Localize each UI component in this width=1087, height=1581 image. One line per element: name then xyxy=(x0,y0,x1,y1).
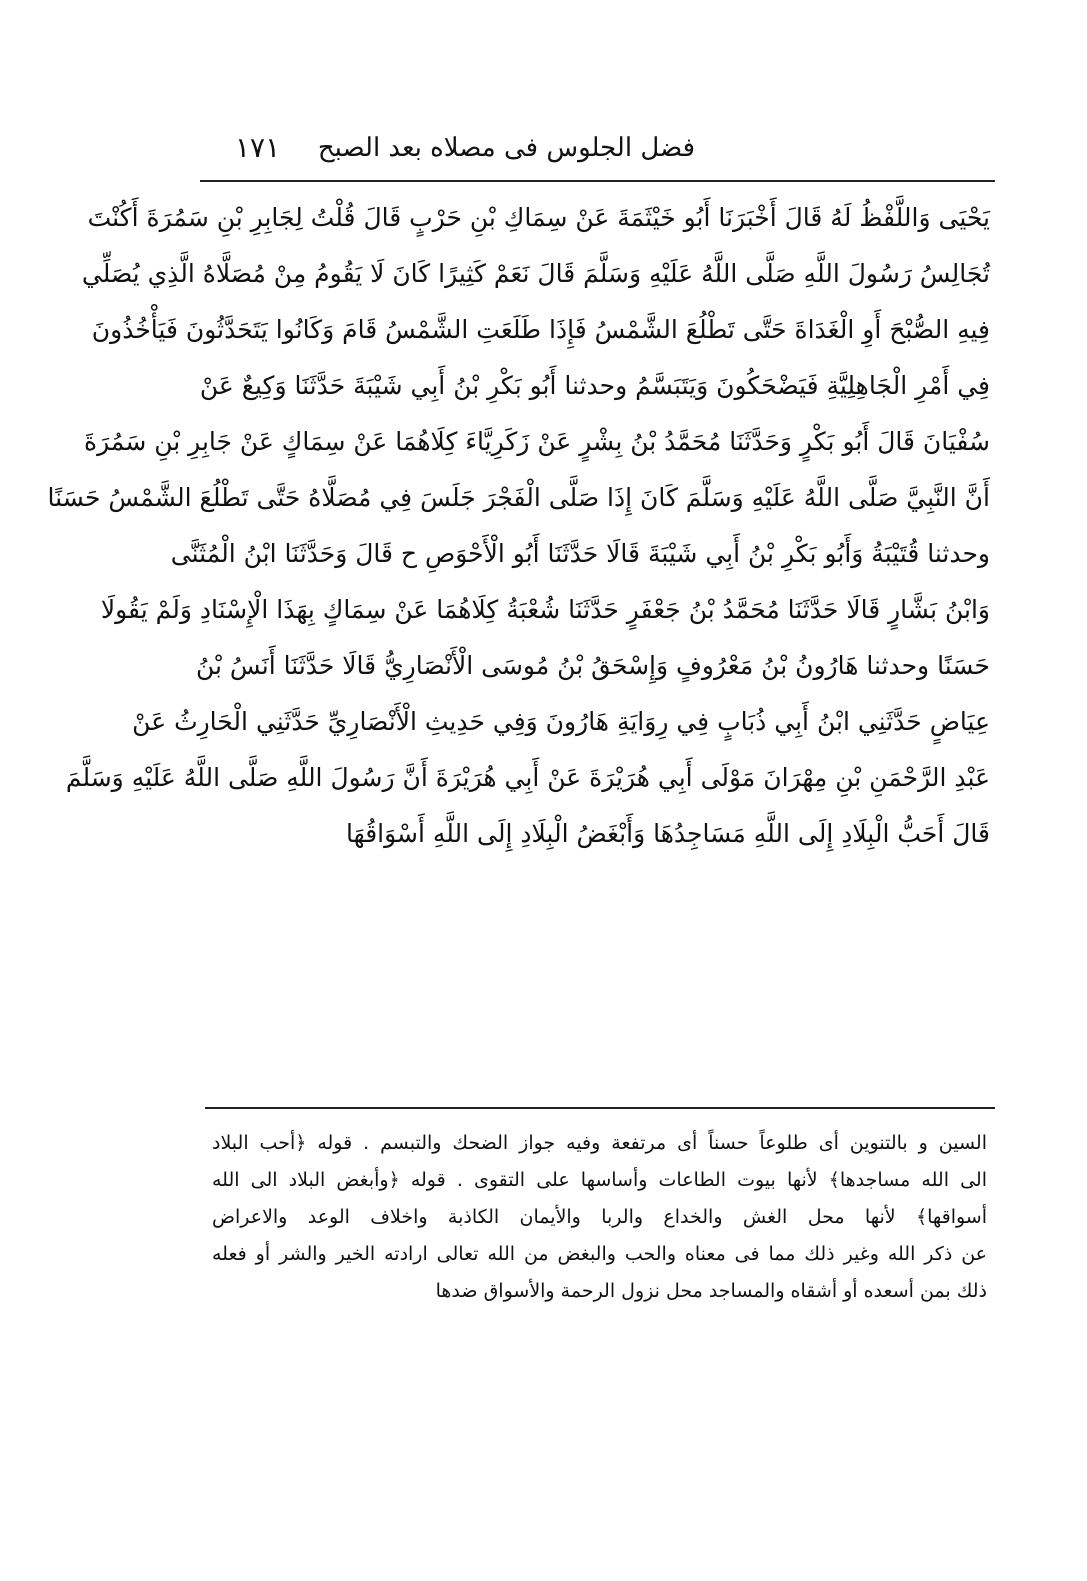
footnote-line: الى الله مساجدها﴾ لأنها بيوت الطاعات وأساسها على التقوى . قوله ﴿وأبغض البلاد الى الله xyxy=(212,1169,987,1191)
text-line: عِيَاضٍ حَدَّثَنِي ابْنُ أَبِي ذُبَابٍ فِي رِوَايَةِ هَارُونَ وَفِي حَدِيثِ الْأَنْصَارِيِّ حَدَّثَنِي الْحَارِثُ عَنْ xyxy=(132,707,990,736)
footnote-line: ذلك بمن أسعده أو أشقاه والمساجد محل نزول الرحمة والأسواق ضدها xyxy=(435,1280,987,1302)
text-line: أَنَّ النَّبِيَّ صَلَّى اللَّهُ عَلَيْهِ وَسَلَّمَ كَانَ إِذَا صَلَّى الْفَجْرَ جَلَسَ فِي مُصَلَّاهُ حَتَّى تَطْلُعَ الشَّمْسُ حَسَنًا xyxy=(47,483,990,512)
header-divider xyxy=(200,180,995,182)
text-line: قَالَ أَحَبُّ الْبِلَادِ إِلَى اللَّهِ مَسَاجِدُهَا وَأَبْغَضُ الْبِلَادِ إِلَى اللَّهِ أَسْوَاقُهَا xyxy=(346,819,990,848)
text-line: يَحْيَى وَاللَّفْظُ لَهُ قَالَ أَخْبَرَنَا أَبُو خَيْثَمَةَ عَنْ سِمَاكِ بْنِ حَرْبٍ قَالَ قُلْتُ لِجَابِرِ بْنِ سَمُرَةَ أَكُنْتَ xyxy=(87,203,990,232)
text-line: عَبْدِ الرَّحْمَنِ بْنِ مِهْرَانَ مَوْلَى أَبِي هُرَيْرَةَ عَنْ أَبِي هُرَيْرَةَ أَنَّ رَسُولَ اللَّهِ صَلَّى اللَّهُ عَلَيْهِ وَسَلَّمَ xyxy=(65,763,990,792)
hadith-body xyxy=(47,190,990,862)
text-line: وَابْنُ بَشَّارٍ قَالَا حَدَّثَنَا مُحَمَّدُ بْنُ جَعْفَرٍ حَدَّثَنَا شُعْبَةُ كِلَاهُمَا عَنْ سِمَاكٍ بِهَذَا الْإِسْنَادِ وَلَمْ يَقُولَا xyxy=(100,595,990,624)
page-header xyxy=(205,128,995,168)
footnote-divider xyxy=(205,1107,995,1109)
text-line: سُفْيَانَ قَالَ أَبُو بَكْرٍ وَحَدَّثَنَا مُحَمَّدُ بْنُ بِشْرٍ عَنْ زَكَرِيَّاءَ كِلَاهُمَا عَنْ سِمَاكٍ عَنْ جَابِرِ بْنِ سَمُرَةَ xyxy=(83,427,990,456)
footnotes xyxy=(212,1125,987,1310)
footnote-line: أسواقها﴾ لأنها محل الغش والخداع والربا والأيمان الكاذبة واخلاف الوعد والاعراض xyxy=(212,1206,987,1228)
page-number: ١٧١ xyxy=(235,131,281,164)
chapter-title: فضل الجلوس فى مصلاه بعد الصبح xyxy=(317,133,695,163)
text-line: حَسَنًا وحدثنا هَارُونُ بْنُ مَعْرُوفٍ وَإِسْحَقُ بْنُ مُوسَى الْأَنْصَارِيُّ قَالَا حَدَّثَنَا أَنَسُ بْنُ xyxy=(196,651,990,680)
text-line: فِي أَمْرِ الْجَاهِلِيَّةِ فَيَضْحَكُونَ وَيَتَبَسَّمُ وحدثنا أَبُو بَكْرِ بْنُ أَبِي شَيْبَةَ حَدَّثَنَا وَكِيعٌ عَنْ xyxy=(199,371,990,400)
text-line: تُجَالِسُ رَسُولَ اللَّهِ صَلَّى اللَّهُ عَلَيْهِ وَسَلَّمَ قَالَ نَعَمْ كَثِيرًا كَانَ لَا يَقُومُ مِنْ مُصَلَّاهُ الَّذِي يُصَلِّي xyxy=(81,259,990,288)
footnote-line: السين و بالتنوين أى طلوعاً حسناً أى مرتفعة وفيه جواز الضحك والتبسم . قوله ﴿أحب البلاد xyxy=(212,1132,987,1154)
text-line: فِيهِ الصُّبْحَ أَوِ الْغَدَاةَ حَتَّى تَطْلُعَ الشَّمْسُ فَإِذَا طَلَعَتِ الشَّمْسُ قَامَ وَكَانُوا يَتَحَدَّثُونَ فَيَأْخُذُونَ xyxy=(91,315,990,344)
footnote-line: عن ذكر الله وغير ذلك مما فى معناه والحب والبغض من الله تعالى ارادته الخير والشر أو فعله xyxy=(212,1243,987,1265)
text-line: وحدثنا قُتَيْبَةُ وَأَبُو بَكْرِ بْنُ أَبِي شَيْبَةَ قَالَا حَدَّثَنَا أَبُو الْأَحْوَصِ ح قَالَ وَحَدَّثَنَا ابْنُ الْمُثَنَّى xyxy=(170,539,990,568)
